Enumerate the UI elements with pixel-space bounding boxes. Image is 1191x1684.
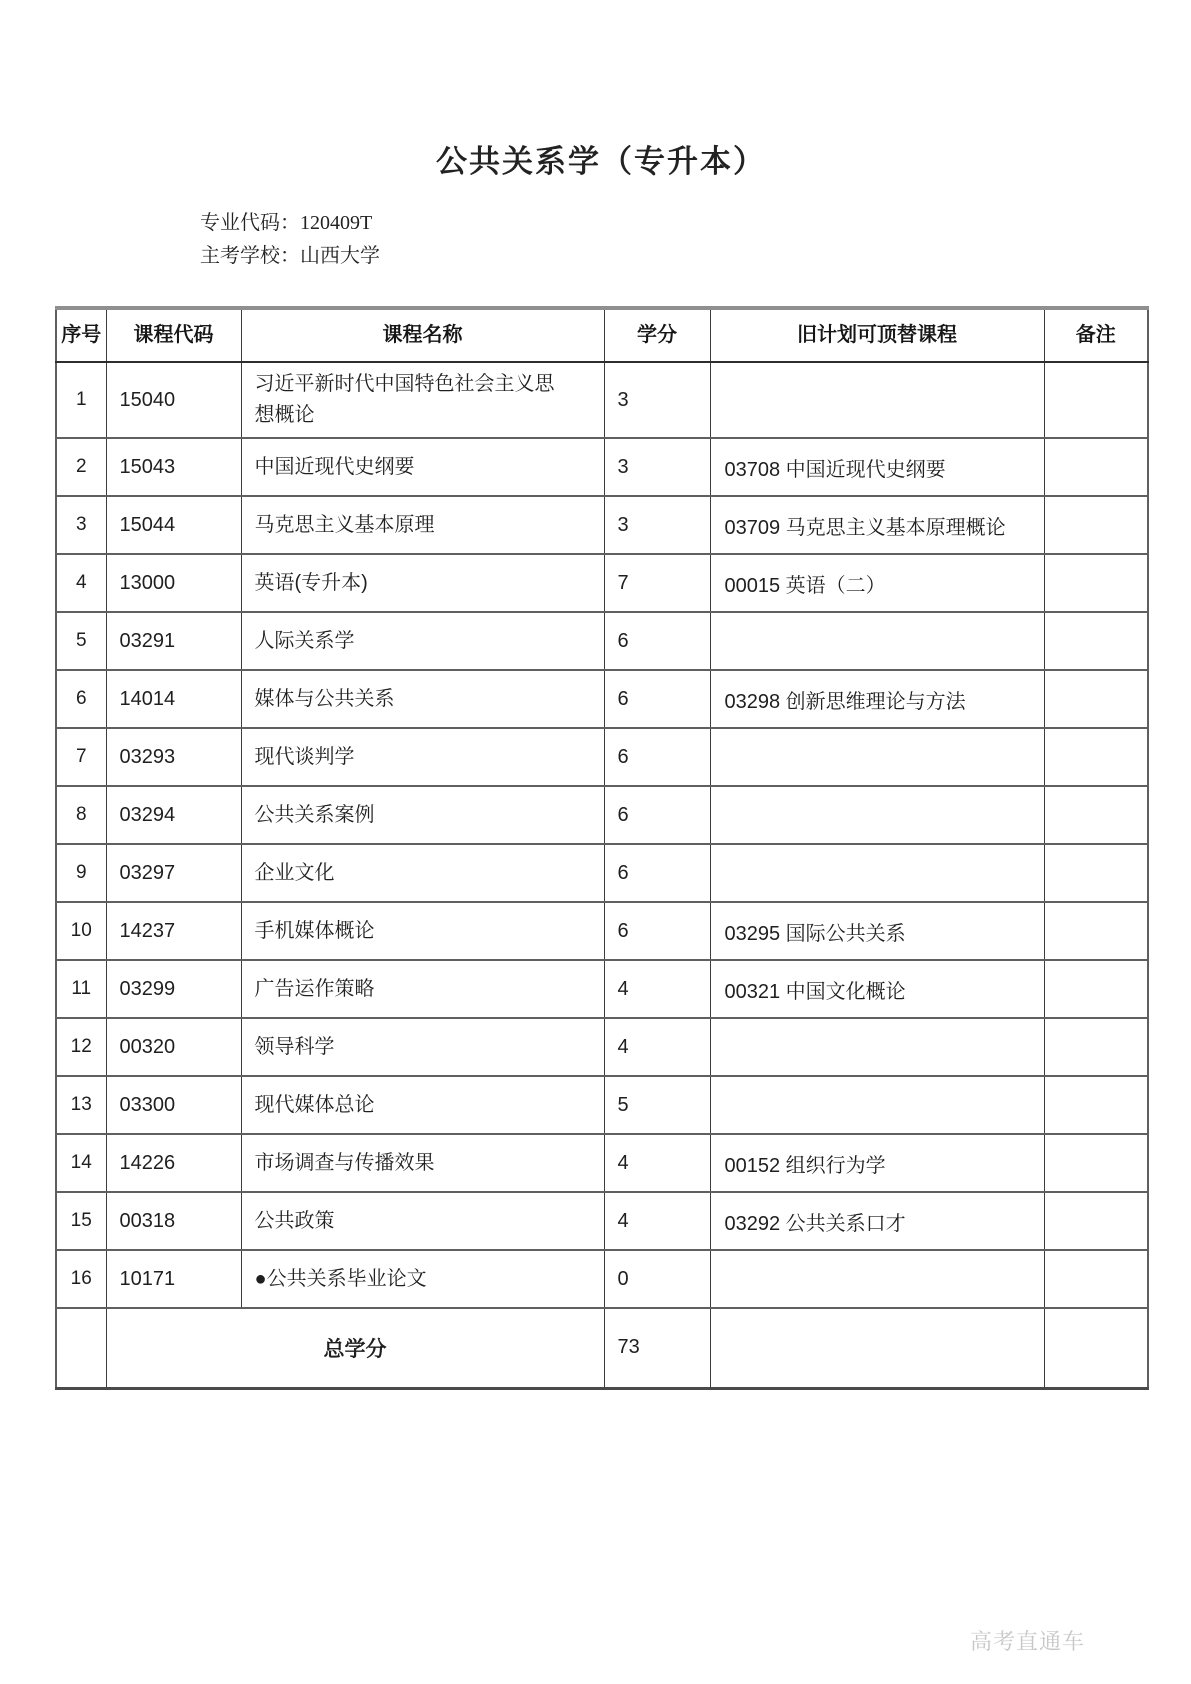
cell-replace	[710, 1018, 1044, 1076]
cell-no: 5	[56, 612, 106, 670]
cell-code: 00318	[106, 1192, 241, 1250]
cell-no: 4	[56, 554, 106, 612]
cell-no: 7	[56, 728, 106, 786]
cell-name: 公共关系案例	[241, 786, 604, 844]
header-row	[56, 308, 1148, 362]
cell-name: 企业文化	[241, 844, 604, 902]
cell-note	[1044, 670, 1148, 728]
table-row	[56, 612, 1148, 670]
table-row	[56, 1192, 1148, 1250]
cell-name: 中国近现代史纲要	[241, 438, 604, 496]
cell-code: 10171	[106, 1250, 241, 1308]
watermark: 高考直通车	[969, 1629, 1085, 1654]
cell-credits: 3	[604, 496, 710, 554]
cell-code: 15040	[106, 362, 241, 438]
total-row-empty-replace	[710, 1308, 1044, 1388]
cell-note	[1044, 496, 1148, 554]
cell-name: 现代媒体总论	[241, 1076, 604, 1134]
total-credits-label: 总学分	[106, 1308, 604, 1388]
cell-credits: 0	[604, 1250, 710, 1308]
cell-credits: 6	[604, 670, 710, 728]
cell-name: 习近平新时代中国特色社会主义思想概论	[241, 362, 604, 438]
cell-code: 03291	[106, 612, 241, 670]
table-row	[56, 1134, 1148, 1192]
cell-code: 00320	[106, 1018, 241, 1076]
column-header-0: 序号	[56, 308, 106, 362]
cell-code: 03299	[106, 960, 241, 1018]
cell-code: 14226	[106, 1134, 241, 1192]
table-row	[56, 496, 1148, 554]
cell-credits: 6	[604, 844, 710, 902]
cell-note	[1044, 728, 1148, 786]
cell-replace: 03709 马克思主义基本原理概论	[710, 496, 1044, 554]
cell-replace: 03292 公共关系口才	[710, 1192, 1044, 1250]
cell-replace	[710, 844, 1044, 902]
cell-note	[1044, 438, 1148, 496]
cell-credits: 5	[604, 1076, 710, 1134]
table-row	[56, 844, 1148, 902]
cell-no: 13	[56, 1076, 106, 1134]
table-row	[56, 728, 1148, 786]
column-header-1: 课程代码	[106, 308, 241, 362]
cell-replace	[710, 1076, 1044, 1134]
cell-replace	[710, 612, 1044, 670]
cell-note	[1044, 1250, 1148, 1308]
school-line	[200, 240, 1191, 273]
cell-replace	[710, 786, 1044, 844]
cell-note	[1044, 844, 1148, 902]
cell-name: 公共政策	[241, 1192, 604, 1250]
cell-name: 手机媒体概论	[241, 902, 604, 960]
cell-name: 现代谈判学	[241, 728, 604, 786]
cell-no: 9	[56, 844, 106, 902]
cell-credits: 4	[604, 1134, 710, 1192]
total-row-empty-note	[1044, 1308, 1148, 1388]
table-row	[56, 786, 1148, 844]
cell-name: 人际关系学	[241, 612, 604, 670]
table-row	[56, 438, 1148, 496]
cell-code: 03300	[106, 1076, 241, 1134]
cell-name: 媒体与公共关系	[241, 670, 604, 728]
cell-name: ●公共关系毕业论文	[241, 1250, 604, 1308]
table-row	[56, 1250, 1148, 1308]
major-code-value: 120409T	[300, 212, 373, 234]
cell-credits: 4	[604, 1018, 710, 1076]
cell-name: 英语(专升本)	[241, 554, 604, 612]
cell-no: 14	[56, 1134, 106, 1192]
meta-block	[200, 207, 1191, 273]
cell-code: 15044	[106, 496, 241, 554]
cell-no: 12	[56, 1018, 106, 1076]
cell-credits: 7	[604, 554, 710, 612]
cell-no: 6	[56, 670, 106, 728]
cell-credits: 6	[604, 612, 710, 670]
cell-no: 3	[56, 496, 106, 554]
cell-note	[1044, 612, 1148, 670]
course-table	[55, 306, 1149, 1390]
cell-no: 1	[56, 362, 106, 438]
cell-code: 03297	[106, 844, 241, 902]
total-credits-value: 73	[604, 1308, 710, 1388]
cell-note	[1044, 1076, 1148, 1134]
table-row	[56, 554, 1148, 612]
cell-credits: 6	[604, 786, 710, 844]
cell-code: 13000	[106, 554, 241, 612]
table-row	[56, 960, 1148, 1018]
table-row	[56, 1076, 1148, 1134]
course-table-body	[56, 362, 1148, 1388]
cell-code: 03294	[106, 786, 241, 844]
cell-note	[1044, 1134, 1148, 1192]
cell-no: 8	[56, 786, 106, 844]
cell-no: 10	[56, 902, 106, 960]
cell-name: 广告运作策略	[241, 960, 604, 1018]
cell-note	[1044, 786, 1148, 844]
cell-note	[1044, 960, 1148, 1018]
cell-code: 03293	[106, 728, 241, 786]
cell-note	[1044, 1192, 1148, 1250]
column-header-3: 学分	[604, 308, 710, 362]
cell-credits: 3	[604, 438, 710, 496]
table-row	[56, 1018, 1148, 1076]
major-code-label: 专业代码：	[200, 212, 300, 234]
cell-name: 领导科学	[241, 1018, 604, 1076]
cell-credits: 4	[604, 1192, 710, 1250]
total-row	[56, 1308, 1148, 1388]
table-row	[56, 362, 1148, 438]
school-value: 山西大学	[300, 245, 380, 267]
cell-replace: 00321 中国文化概论	[710, 960, 1044, 1018]
cell-no: 11	[56, 960, 106, 1018]
cell-replace	[710, 1250, 1044, 1308]
cell-code: 14237	[106, 902, 241, 960]
table-row	[56, 670, 1148, 728]
cell-no: 15	[56, 1192, 106, 1250]
cell-credits: 4	[604, 960, 710, 1018]
cell-note	[1044, 902, 1148, 960]
cell-code: 15043	[106, 438, 241, 496]
cell-replace: 03298 创新思维理论与方法	[710, 670, 1044, 728]
page-title: 公共关系学（专升本）	[436, 144, 766, 179]
cell-replace: 00015 英语（二）	[710, 554, 1044, 612]
cell-replace: 00152 组织行为学	[710, 1134, 1044, 1192]
cell-no: 16	[56, 1250, 106, 1308]
cell-name: 市场调查与传播效果	[241, 1134, 604, 1192]
cell-replace: 03295 国际公共关系	[710, 902, 1044, 960]
cell-credits: 3	[604, 362, 710, 438]
total-row-empty-no	[56, 1308, 106, 1388]
cell-credits: 6	[604, 728, 710, 786]
cell-note	[1044, 554, 1148, 612]
cell-no: 2	[56, 438, 106, 496]
cell-code: 14014	[106, 670, 241, 728]
cell-name: 马克思主义基本原理	[241, 496, 604, 554]
major-code-line	[200, 207, 1191, 240]
cell-replace: 03708 中国近现代史纲要	[710, 438, 1044, 496]
column-header-4: 旧计划可顶替课程	[710, 308, 1044, 362]
table-row	[56, 902, 1148, 960]
cell-credits: 6	[604, 902, 710, 960]
cell-note	[1044, 362, 1148, 438]
column-header-5: 备注	[1044, 308, 1148, 362]
cell-replace	[710, 362, 1044, 438]
cell-replace	[710, 728, 1044, 786]
school-label: 主考学校：	[200, 245, 300, 267]
column-header-2: 课程名称	[241, 308, 604, 362]
cell-note	[1044, 1018, 1148, 1076]
